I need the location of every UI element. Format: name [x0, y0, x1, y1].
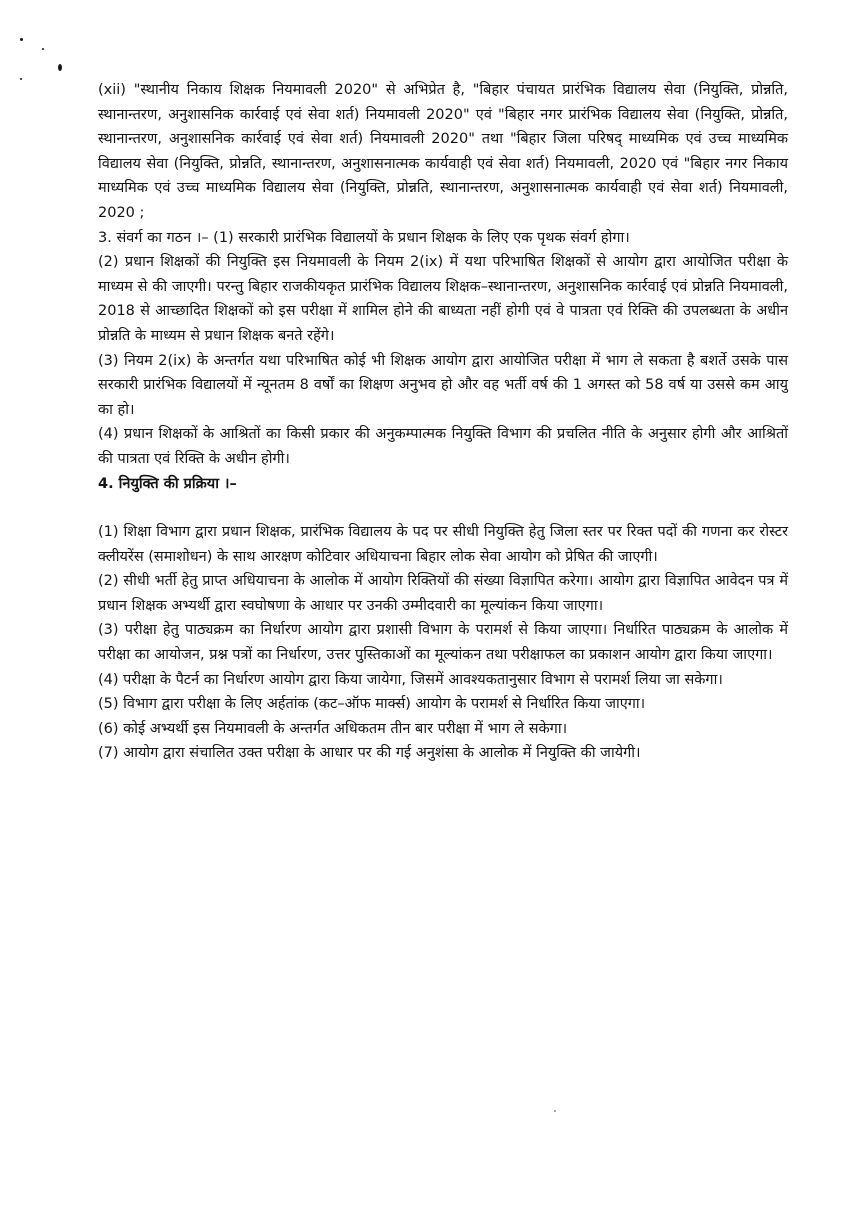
section-4-clause-3: (3) परीक्षा हेतु पाठ्यक्रम का निर्धारण आयोग द्वारा प्रशासी विभाग के परामर्श से किया जाएगा। निर्धारित पाठ्यक्रम के आलोक में परीक्षा का आयोजन, प्रश्न पत्रों का निर्धारण, उत्तर पुस्तिकाओं का मूल्यांकन तथा परीक्षाफल का प्रकाशन आयोग द्वारा किया जाएगा। [98, 622, 788, 664]
section-3-clause-2: (2) प्रधान शिक्षकों की नियुक्ति इस नियमावली के नियम 2(ix) में यथा परिभाषित शिक्षकों से आयोग द्वारा आयोजित परीक्षा के माध्यम से की जाएगी। परन्तु बिहार राजकीयकृत प्रारंभिक विद्यालय शिक्षक–स्थानान्तरण, अनुशासनिक कार्रवाई एवं प्रोन्नति नियमावली, 2018 से आच्छादित शिक्षकों को इस परीक्षा में शामिल होने की बाध्यता नहीं होगी एवं वे पात्रता एवं रिक्ति की उपलब्धता के अधीन प्रोन्नति के माध्यम से प्रधान शिक्षक बनते रहेंगे। [98, 254, 788, 344]
section-4-clause-6: (6) कोई अभ्यर्थी इस नियमावली के अन्तर्गत अधिकतम तीन बार परीक्षा में भाग ले सकेगा। [98, 720, 568, 737]
blank-line [98, 496, 788, 520]
section-3-clause-4: (4) प्रधान शिक्षकों के आश्रितों का किसी प्रकार की अनुकम्पात्मक नियुक्ति विभाग की प्रचलित नीति के अनुसार होगी और आश्रितों की पात्रता एवं रिक्ति के अधीन होगी। [98, 426, 788, 467]
section-4-clause-7: (7) आयोग द्वारा संचालित उक्त परीक्षा के आधार पर की गई अनुशंसा के आलोक में नियुक्ति की जायेगी। [98, 745, 641, 762]
section-4-clause-1: (1) शिक्षा विभाग द्वारा प्रधान शिक्षक, प्रारंभिक विद्यालय के पद पर सीधी नियुक्ति हेतु जिला स्तर पर रिक्त पदों की गणना कर रोस्टर क्लीयरेंस (समाशोधन) के साथ आरक्षण कोटिवार अधियाचना बिहार लोक सेवा आयोग को प्रेषित की जाएगी। [98, 524, 788, 565]
section-4-clause-4: (4) परीक्षा के पैटर्न का निर्धारण आयोग द्वारा किया जायेगा, जिसमें आवश्यकतानुसार विभाग से परामर्श लिया जा सकेगा। [98, 671, 723, 688]
scan-speck [554, 1110, 556, 1112]
clause-xii: (xii) "स्थानीय निकाय शिक्षक नियमावली 2020" से अभिप्रेत है, "बिहार पंचायत प्रारंभिक विद्यालय सेवा (नियुक्ति, प्रोन्नति, स्थानान्तरण, अनुशासनिक कार्रवाई एवं सेवा शर्त) नियमावली 2020" एवं "बिहार नगर प्रारंभिक विद्यालय सेवा (नियुक्ति, प्रोन्नति, स्थानान्तरण, अनुशासनिक कार्रवाई एवं सेवा शर्त) नियमावली 2020" तथा "बिहार जिला परिषद् माध्यमिक एवं उच्च माध्यमिक विद्यालय सेवा (नियुक्ति, प्रोन्नति, स्थानान्तरण, अनुशासनात्मक कार्यवाही एवं सेवा शर्त) नियमावली, 2020 एवं "बिहार नगर निकाय माध्यमिक एवं उच्च माध्यमिक विद्यालय सेवा (नियुक्ति, प्रोन्नति, स्थानान्तरण, अनुशासनात्मक कार्यवाही एवं सेवा शर्त) नियमावली, 2020 ; [98, 82, 788, 221]
section-4-clause-5: (5) विभाग द्वारा परीक्षा के लिए अर्हतांक (कट–ऑफ मार्क्स) आयोग के परामर्श से निर्धारित किया जाएगा। [98, 696, 646, 713]
scan-marks [14, 30, 74, 90]
section-4-heading: 4. नियुक्ति की प्रक्रिया ।– [98, 475, 237, 492]
section-3-cadre: 3. संवर्ग का गठन ।– (1) सरकारी प्रारंभिक विद्यालयों के प्रधान शिक्षक के लिए एक पृथक संवर्ग होगा। [98, 229, 630, 246]
section-3-clause-3: (3) नियम 2(ix) के अन्तर्गत यथा परिभाषित कोई भी शिक्षक आयोग द्वारा आयोजित परीक्षा में भाग ले सकता है बशर्ते उसके पास सरकारी प्रारंभिक विद्यालयों में न्यूनतम 8 वर्षों का शिक्षण अनुभव हो और वह भर्ती वर्ष की 1 अगस्त को 58 वर्ष या उससे कम आयु का हो। [98, 352, 788, 418]
scan-speck [58, 64, 62, 71]
scan-speck [20, 78, 22, 80]
section-4-clause-2: (2) सीधी भर्ती हेतु प्राप्त अधियाचना के आलोक में आयोग रिक्तियों की संख्या विज्ञापित करेगा। आयोग द्वारा विज्ञापित आवेदन पत्र में प्रधान शिक्षक अभ्यर्थी द्वारा स्वघोषणा के आधार पर उनकी उम्मीदवारी का मूल्यांकन किया जाएगा। [98, 573, 788, 614]
scan-speck [20, 38, 23, 41]
document-body [98, 78, 788, 766]
scan-speck [42, 48, 44, 50]
